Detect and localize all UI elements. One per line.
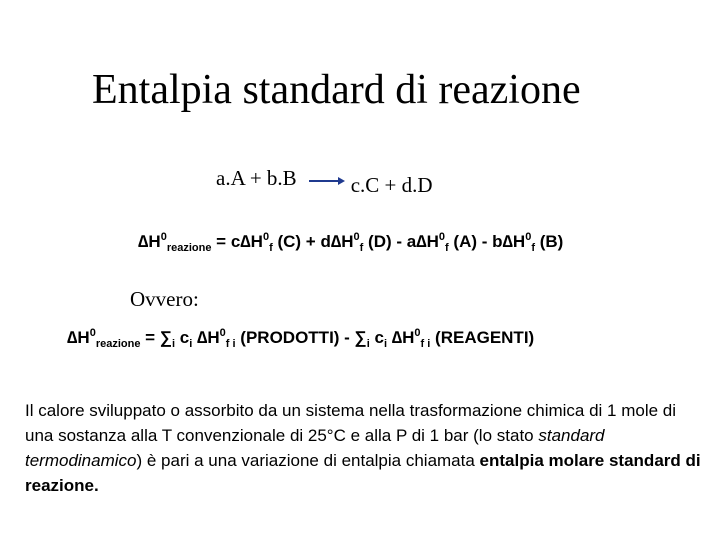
eq2-sum1-sub: i	[171, 338, 176, 350]
eq2-dh2-sup: 0	[414, 327, 421, 339]
eq2-coef1-sub: i	[189, 338, 193, 350]
eq1-term3-sub: f	[445, 242, 449, 254]
eq1-term3-sup: 0	[438, 231, 446, 243]
reaction-equation	[216, 166, 433, 197]
products: c.C + d.D	[350, 173, 433, 197]
eq2-sum1: = ∑	[140, 328, 172, 347]
eq1-lhs-sub: reazione	[166, 242, 212, 254]
para-bold: entalpia molare standard di reazione.	[25, 451, 701, 495]
eq2-lhs-symbol: ∆H	[67, 328, 90, 347]
eq2-sum2-sub: i	[366, 338, 370, 350]
eq1-term1-sub: f	[269, 242, 273, 254]
eq1-term2: (C) + d∆H	[272, 232, 354, 251]
eq2-lhs-sup: 0	[89, 327, 96, 339]
definition-paragraph	[25, 398, 705, 498]
reactants: a.A + b.B	[216, 166, 297, 190]
eq2-reagenti: (REAGENTI)	[430, 328, 535, 347]
eq2-coef2: c	[369, 328, 384, 347]
eq1-lhs-symbol: ∆H	[138, 232, 161, 251]
para-text-2: ) è pari a una variazione di entalpia chiamata	[136, 451, 480, 470]
eq2-prodotti: (PRODOTTI) - ∑	[235, 328, 367, 347]
para-text-1: Il calore sviluppato o assorbito da un sistema nella trasformazione chimica di 1 mole di una sostanza alla T convenzionale di 25°C e alla P di 1 bar (lo stato	[25, 401, 677, 445]
eq1-end: (B)	[534, 232, 564, 251]
eq1-term4-sup: 0	[525, 231, 532, 243]
enthalpy-equation	[138, 232, 563, 252]
eq1-term2-sup: 0	[353, 231, 360, 243]
right-arrow-icon	[309, 180, 343, 182]
eq2-dh1-sub: f i	[225, 338, 236, 350]
eq2-dh1: ∆H	[192, 328, 220, 347]
eq1-term3: (D) - a∆H	[363, 232, 439, 251]
ovvero-label: Ovvero:	[130, 287, 199, 311]
para-italic: standard termodinamico	[25, 426, 605, 470]
eq2-lhs-sub: reazione	[95, 338, 141, 350]
eq2-dh1-sup: 0	[219, 327, 226, 339]
eq2-dh2-sub: f i	[420, 338, 431, 350]
slide-title: Entalpia standard di reazione	[92, 67, 581, 113]
summation-equation	[67, 328, 534, 348]
eq1-term1-sup: 0	[262, 231, 270, 243]
eq1-term4-sub: f	[531, 242, 535, 254]
eq2-coef1: c	[175, 328, 190, 347]
eq2-dh2: ∆H	[387, 328, 415, 347]
eq1-term1: = c∆H	[211, 232, 263, 251]
eq1-lhs-sup: 0	[160, 231, 167, 243]
eq1-term2-sub: f	[359, 242, 364, 254]
eq2-coef2-sub: i	[383, 338, 387, 350]
eq1-term4: (A) - b∆H	[448, 232, 526, 251]
